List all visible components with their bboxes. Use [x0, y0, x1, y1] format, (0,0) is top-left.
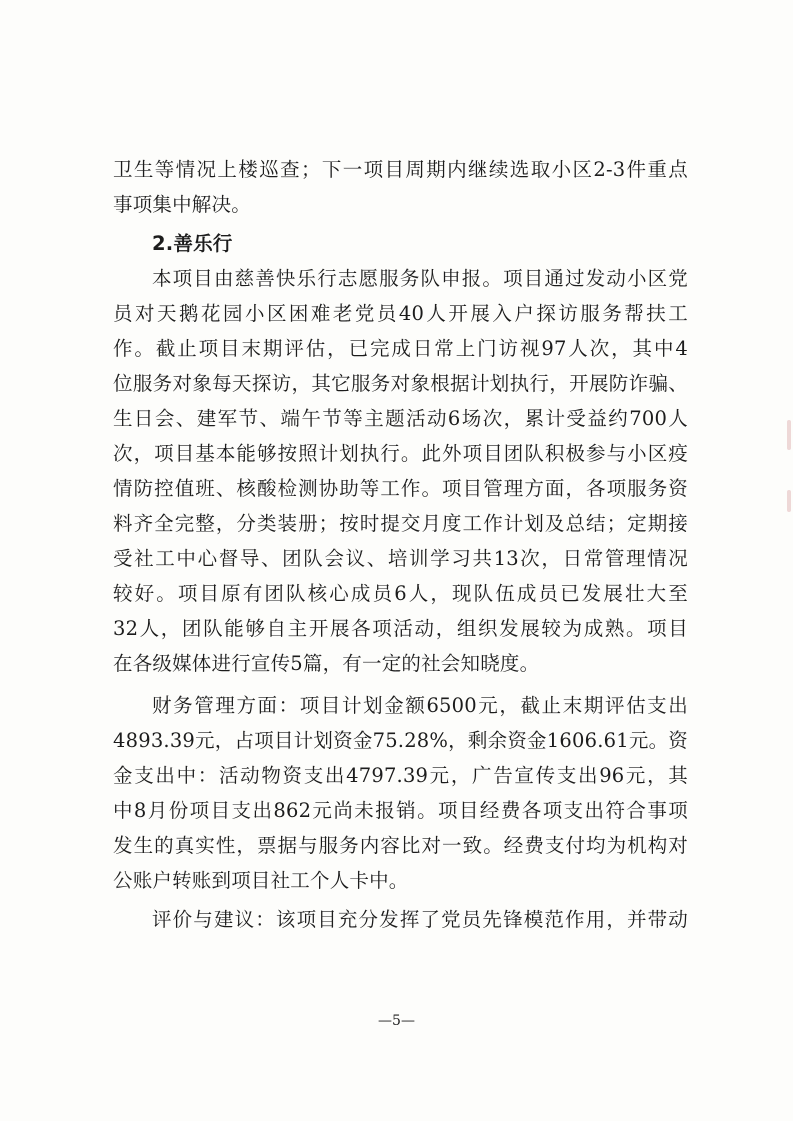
paragraph-evaluation: [113, 902, 688, 937]
text-line: 本项目由慈善快乐行志愿服务队申报。项目通过发动小区党: [152, 267, 688, 290]
text-line: 4893.39元，占项目计划资金75.28%，剩余资金1606.61元。资: [113, 729, 688, 752]
text-line: 员对天鹅花园小区困难老党员40人开展入户探访服务帮扶工: [113, 302, 688, 325]
text-line: 财务管理方面：项目计划金额6500元，截止末期评估支出: [152, 694, 688, 717]
text-line: 情防控值班、核酸检测协助等工作。项目管理方面，各项服务资: [113, 477, 688, 500]
text-line: 料齐全完整，分类装册；按时提交月度工作计划及总结；定期接: [113, 512, 688, 535]
text-line: 金支出中：活动物资支出4797.39元，广告宣传支出96元，其: [113, 764, 688, 787]
text-line: 生日会、建军节、端午节等主题活动6场次，累计受益约700人: [113, 407, 688, 430]
continuation-text: [113, 152, 688, 222]
section-heading: 2.善乐行: [152, 232, 233, 255]
text-line: 次，项目基本能够按照计划执行。此外项目团队积极参与小区疫: [113, 442, 688, 465]
section-heading-block: [113, 226, 688, 261]
text-line: 较好。项目原有团队核心成员6人，现队伍成员已发展壮大至: [113, 582, 688, 605]
text-line: 作。截止项目末期评估，已完成日常上门访视97人次，其中4: [113, 337, 688, 360]
text-line: 在各级媒体进行宣传5篇，有一定的社会知晓度。: [113, 652, 540, 675]
scan-edge-mark: [787, 490, 791, 512]
page-number: —5—: [378, 1013, 415, 1029]
text-line: 受社工中心督导、团队会议、培训学习共13次，日常管理情况: [113, 547, 688, 570]
paragraph-project-summary: [113, 261, 688, 681]
scan-edge-mark: [787, 420, 791, 450]
paragraph-financial-management: [113, 688, 688, 898]
text-line: 公账户转账到项目社工个人卡中。: [113, 869, 409, 892]
text-line: 位服务对象每天探访，其它服务对象根据计划执行，开展防诈骗、: [113, 372, 688, 395]
text-line: 卫生等情况上楼巡查；下一项目周期内继续选取小区2-3件重点: [113, 158, 688, 181]
text-line: 32人，团队能够自主开展各项活动，组织发展较为成熟。项目: [113, 617, 688, 640]
text-line: 事项集中解决。: [113, 193, 251, 216]
text-line: 发生的真实性，票据与服务内容比对一致。经费支付均为机构对: [113, 834, 688, 857]
text-line: 评价与建议：该项目充分发挥了党员先锋模范作用，并带动: [152, 908, 688, 931]
text-line: 中8月份项目支出862元尚未报销。项目经费各项支出符合事项: [113, 799, 688, 822]
